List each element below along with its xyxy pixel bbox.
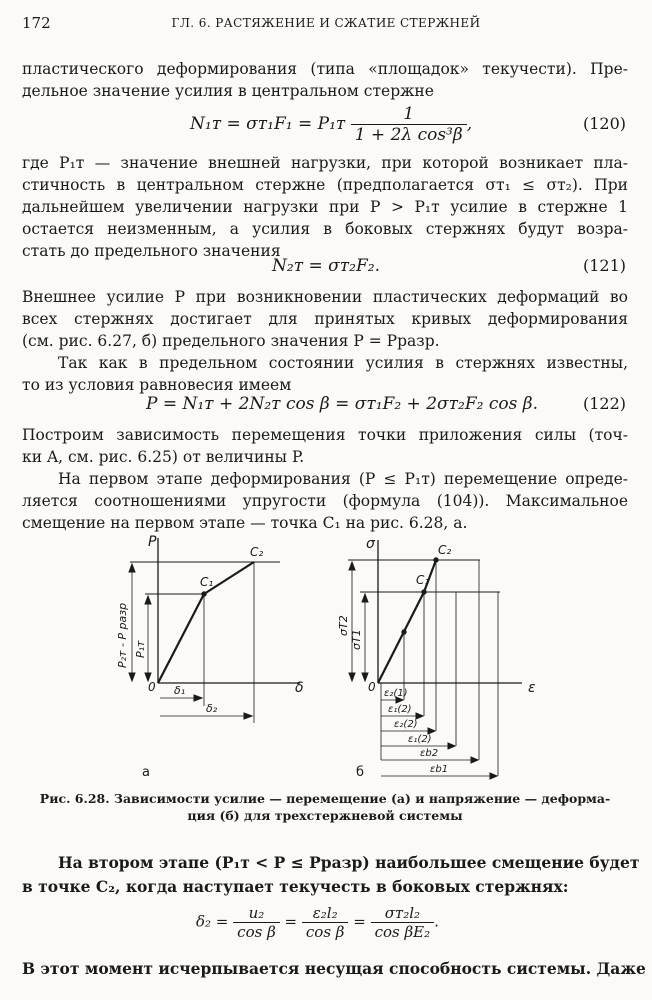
equation-122: P = N₁ᴛ + 2N₂ᴛ cos β = σᴛ₁F₂ + 2σᴛ₂F₂ cos β. bbox=[146, 394, 538, 414]
dimension-label: δ₂ bbox=[206, 702, 218, 715]
figure-caption: ция (б) для трехстержневой системы bbox=[187, 808, 463, 823]
panel-label: б bbox=[356, 765, 365, 780]
equation-121: N₂ᴛ = σᴛ₂F₂. bbox=[272, 256, 380, 276]
paragraph-line: (см. рис. 6.27, б) предельного значения P = Pразр. bbox=[22, 332, 440, 350]
paragraph-line: остается неизменным, а усилия в боковых стержнях будут возра- bbox=[22, 220, 628, 238]
paragraph-line: пластического деформирования (типа «площадок» текучести). Пре- bbox=[22, 60, 628, 78]
dimension-label: ε₂(2) bbox=[394, 719, 418, 730]
equation-fraction: $\frac{1}{\text{1 + 2λ cos³β}}$ bbox=[351, 104, 467, 145]
equation-number: (122) bbox=[582, 394, 626, 413]
equation-120: N₁ᴛ = σᴛ₁F₁ = P₁ᴛ $\frac{1}{\text{1 + 2λ cos³β}}$ , bbox=[190, 104, 473, 145]
paragraph-line: На втором этапе (P₁ᴛ < P ≤ Pразр) наибольшее смещение будет bbox=[58, 853, 640, 872]
axis-label: δ bbox=[295, 680, 304, 696]
dimension-label: σT2 bbox=[337, 615, 350, 636]
paragraph-line: стичность в центральном стержне (предполагается σᴛ₁ ≤ σᴛ₂). При bbox=[22, 176, 628, 194]
axis-label: ε bbox=[528, 680, 536, 696]
paragraph-line: дельное значение усилия в центральном стержне bbox=[22, 82, 434, 100]
point-label: C₂ bbox=[438, 543, 452, 557]
dimension-label: ε₁(2) bbox=[408, 734, 432, 745]
panel-label: а bbox=[142, 765, 150, 780]
dimension-label: εb1 bbox=[430, 764, 449, 775]
page-number: 172 bbox=[22, 14, 51, 32]
equation-number: (121) bbox=[582, 256, 626, 275]
figure-panel-a bbox=[116, 534, 304, 780]
paragraph-line: Внешнее усилие P при возникновении пластических деформаций во bbox=[22, 288, 628, 306]
page-header bbox=[22, 14, 630, 36]
paragraph-line: где P₁ᴛ — значение внешней нагрузки, при которой возникает пла- bbox=[22, 154, 628, 172]
paragraph-line: стать до предельного значения bbox=[22, 242, 281, 260]
curve-segment-1 bbox=[158, 594, 204, 683]
equation-number: (120) bbox=[582, 114, 626, 133]
point-label: C₂ bbox=[250, 545, 264, 559]
paragraph-line: дальнейшем увеличении нагрузки при P > P₁ᴛ усилие в стержне 1 bbox=[22, 198, 628, 216]
paragraph-line: В этот момент исчерпывается несущая способность системы. Даже bbox=[22, 959, 646, 978]
point-label: C₁ bbox=[200, 575, 214, 589]
paragraph-line: Построим зависимость перемещения точки приложения силы (точ- bbox=[22, 426, 628, 444]
dimension-label: δ₁ bbox=[174, 684, 186, 697]
dimension-label: εb2 bbox=[420, 748, 439, 759]
curve-segment-1 bbox=[378, 592, 424, 683]
dimension-label: ε₁(2) bbox=[388, 704, 412, 715]
chapter-title: ГЛ. 6. РАСТЯЖЕНИЕ И СЖАТИЕ СТЕРЖНЕЙ bbox=[171, 16, 481, 30]
dimension-label: P₁ᴛ bbox=[134, 640, 147, 658]
paragraph-line: ляется соотношениями упругости (формула (104)). Максимальное bbox=[22, 492, 628, 510]
figure-caption: Рис. 6.28. Зависимости усилие — перемещение (а) и напряжение — деформа- bbox=[39, 791, 611, 806]
dimension-label: ε₂(1) bbox=[384, 688, 408, 699]
dimension-label: σT1 bbox=[350, 629, 363, 650]
paragraph-line: ки A, см. рис. 6.25) от величины P. bbox=[22, 448, 305, 466]
paragraph-line: в точке C₂, когда наступает текучесть в боковых стержнях: bbox=[22, 877, 569, 896]
point-label: C₁ bbox=[416, 573, 430, 587]
paragraph-line: всех стержнях достигает для принятых кривых деформирования bbox=[22, 310, 628, 328]
figure-6-28 bbox=[90, 528, 550, 783]
axis-label: P bbox=[148, 534, 157, 550]
paragraph-line: На первом этапе деформирования (P ≤ P₁ᴛ) перемещение опреде- bbox=[58, 470, 628, 488]
equation-delta2: δ₂ = $\frac{\text{u₂}}{\text{cos β}}$ = $\frac{\text{ε₂l₂}}{\text{cos β}}$ = $\frac{\text{σᴛ₂l₂}}{\text{cos βE₂}}$ . bbox=[196, 904, 439, 941]
paragraph-line: то из условия равновесия имеем bbox=[22, 376, 292, 394]
dimension-label: P₂ᴛ - P разр bbox=[116, 602, 129, 668]
figure-panel-b bbox=[337, 536, 536, 780]
paragraph-line: смещение на первом этапе — точка C₁ на рис. 6.28, а. bbox=[22, 514, 468, 532]
origin-label: 0 bbox=[148, 680, 156, 694]
origin-label: 0 bbox=[368, 680, 376, 694]
axis-label: σ bbox=[366, 536, 375, 552]
paragraph-line: Так как в предельном состоянии усилия в стержнях известны, bbox=[58, 354, 628, 372]
